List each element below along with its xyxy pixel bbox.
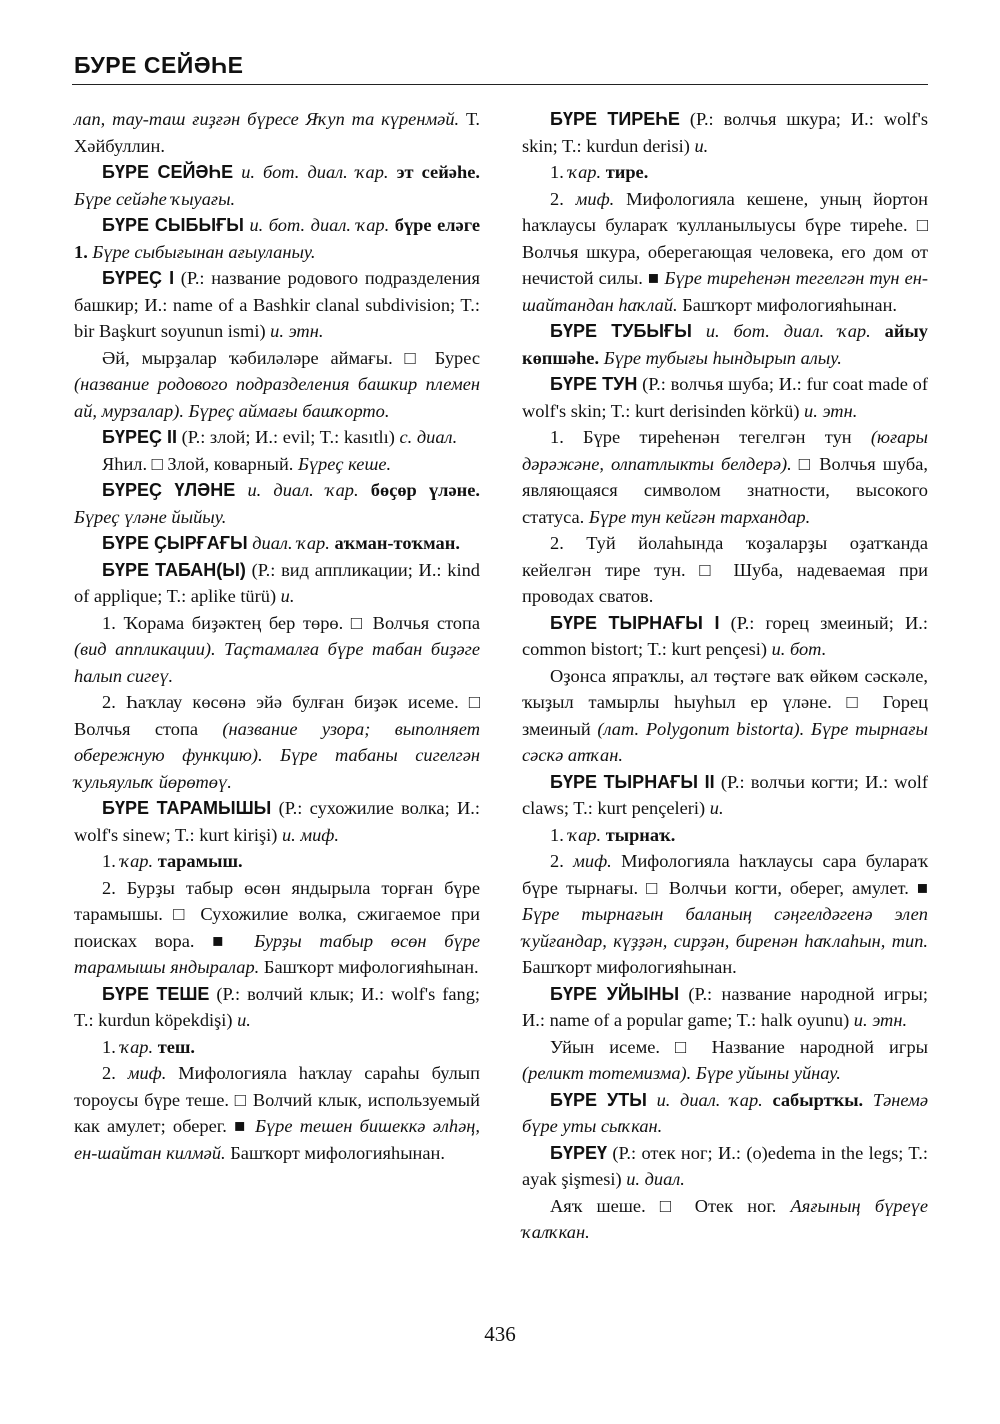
right-entry-paragraph: БҮРЕ ТУН (Р.: волчья шуба; И.: fur coat made of wolf's skin; T.: kurt derisinden körkü) и. этн. xyxy=(522,374,928,421)
right-entry-paragraph: 2. миф. Мифологияла кешене, уның йортон һаҡлаусы булараҡ ҡулланылыусы бүре тиреһе. □ Волчья шкура, оберегающая человека, его дом от нечистой силы. ■ Бүре тиреһенән тегелгән тун ен-шайтандан һаҡлай. Башҡорт мифологияһынан. xyxy=(522,188,929,315)
left-entry-paragraph: БҮРЕ ТАБАН(Ы) (Р.: вид аппликации; И.: kind of applique; T.: aplike türü) и. xyxy=(74,559,480,606)
left-column xyxy=(74,106,480,1166)
page-header-title: БУРЕ СЕЙӘҺЕ xyxy=(74,52,244,78)
left-entry-paragraph: 2. Һаҡлау көсөнә эйә булған биҙәк исеме. □ Волчья стопа (название узора; выполняет обережную функцию). Бүре табаны сигелгән ҡульяулыҡ йөрөтөү. xyxy=(74,692,480,792)
right-entry-paragraph: Уйын исеме. □ Название народной игры (реликт тотемизма). Бүре уйыны уйнау. xyxy=(522,1036,928,1083)
right-entry-paragraph: БҮРЕ ТИРЕҺЕ (Р.: волчья шкура; И.: wolf's skin; T.: kurdun derisi) и. xyxy=(522,109,928,156)
right-entry-paragraph: 1. Бүре тиреһенән тегелгән тун (юғары дәрәжәне, олпатлыкты белдерә). □ Волчья шуба, являющаяся символом знатности, высокого статуса. Бүре тун кейгән тархандар. xyxy=(522,427,928,527)
left-entry-paragraph: БҮРЕ ҪЫРҒАҒЫ диал. ҡар. аҡман-тоҡман. xyxy=(102,533,460,553)
left-entry-paragraph: 1. Ҡорама биҙәктең бер төрө. □ Волчья стопа (вид аппликации). Таҫтамалға бүре табан биҙәге һалып сигеү. xyxy=(74,612,480,686)
right-entry-paragraph: 1. ҡар. тырнаҡ. xyxy=(550,824,676,845)
left-entry-paragraph: лап, тау-таш ғиҙғән бүресе Яҡуп та күренмәй. Т. Хәйбуллин. xyxy=(74,109,480,156)
page-number: 436 xyxy=(484,1322,516,1346)
left-entry-paragraph: БҮРЕҪ II (Р.: злой; И.: evil; T.: kasıtlı) с. диал. xyxy=(102,427,458,447)
right-entry-paragraph: 2. Туй йолаһында ҡоҙаларҙы оҙатҡанда кейелгән тире тун. □ Шуба, надеваемая при проводах сватов. xyxy=(522,533,928,606)
left-entry-paragraph: БҮРЕ ТАРАМЫШЫ (Р.: сухожилие волка; И.: wolf's sinew; T.: kurt kirişi) и. миф. xyxy=(74,798,480,845)
right-entry-paragraph: БҮРЕҮ (Р.: отек ног; И.: (o)edema in the legs; T.: ayak şişmesi) и. диал. xyxy=(522,1142,928,1189)
left-entry-paragraph: Яһил. □ Злой, коварный. Бүреҫ кеше. xyxy=(102,453,392,474)
right-entry-paragraph: БҮРЕ УЙЫНЫ (Р.: название народной игры; И.: name of a popular game; T.: halk oyunu) и. этн. xyxy=(522,983,928,1030)
left-entry-paragraph: БҮРЕҪ I (Р.: название родового подразделения башкир; И.: name of a Bashkir clanal subdivision; T.: bir Başkurt soyunun ismi) и. этн. xyxy=(74,268,480,341)
header-divider xyxy=(72,84,928,85)
right-entry-paragraph: Аяҡ шеше. □ Отек ног. Аяғының бүреүе ҡалҡкан. xyxy=(522,1195,928,1242)
right-entry-paragraph: БҮРЕ УТЫ и. диал. ҡар. сабыртҡы. Тәнемә бүре уты сыҡкан. xyxy=(522,1089,928,1136)
left-entry-paragraph: 2. миф. Мифологияла һаҡлау сараһы булып тороусы бүре теше. □ Волчий клык, используемый как амулет; оберег. ■ Бүре тешен бишеккә әлһәң, ен-шайтан килмәй. Башҡорт мифологияһынан. xyxy=(74,1063,481,1163)
right-entry-paragraph: Оҙонса япраҡлы, ал төҫтәге ваҡ өйкөм сәскәле, ҡыҙыл тамырлы һыуһыл ер үләне. □ Горец змеиный (лат. Polygonum bistorta). Бүре тырнағы сәскә атҡан. xyxy=(522,665,928,765)
right-entry-paragraph: БҮРЕ ТЫРНАҒЫ I (Р.: горец змеиный; И.: common bistort; T.: kurt pençesi) и. бот. xyxy=(522,612,928,659)
right-entry-paragraph: БҮРЕ ТЫРНАҒЫ II (Р.: волчьи когти; И.: wolf claws; T.: kurt pençeleri) и. xyxy=(522,771,928,818)
left-entry-paragraph: 1. ҡар. теш. xyxy=(102,1036,196,1057)
left-entry-paragraph: 2. Бурҙы табыр өсөн яндырыла торған бүре тарамышы. □ Сухожилие волка, сжигаемое при поисках вора. ■ Бурҙы табыр өсөн бүре тарамышы яндыралар. Башҡорт мифологияһынан. xyxy=(74,877,480,977)
right-entry-paragraph: БҮРЕ ТУБЫҒЫ и. бот. диал. ҡар. айыу көпшәһе. Бүре тубығы һындырып алыу. xyxy=(522,321,928,368)
right-entry-paragraph: 1. ҡар. тире. xyxy=(550,162,649,182)
left-entry-paragraph: Әй, мырҙалар ҡәбиләләре аймағы. □ Бурес (название родового подразделения башкир племен ай, мурзалар). Бүреҫ аймағы башҡорто. xyxy=(74,347,480,421)
left-entry-paragraph: 1. ҡар. тарамыш. xyxy=(102,851,243,871)
left-entry-paragraph: БҮРЕ ТЕШЕ (Р.: волчий клык; И.: wolf's fang; T.: kurdun köpekdişi) и. xyxy=(74,983,480,1030)
right-entry-paragraph: 2. миф. Мифологияла һаҡлаусы сара булараҡ бүре тырнағы. □ Волчьи когти, оберег, амулет. ■ Бүре тырнағын баланың сәңгелдәгенә элеп ҡуйғандар, күҙҙән, сирҙән, биренән һаҡлаһын, тип. Башҡорт мифологияһынан. xyxy=(522,851,928,977)
left-entry-paragraph: БҮРЕ СЕЙӘҺЕ и. бот. диал. ҡар. эт сейәһе. Бүре сейәһе ҡыуағы. xyxy=(74,162,480,209)
right-column xyxy=(522,106,928,1246)
left-entry-paragraph: БҮРЕ СЫБЫҒЫ и. бот. диал. ҡар. бүре еләге 1. Бүре сыбығынан ағыуланыу. xyxy=(74,215,480,262)
left-entry-paragraph: БҮРЕҪ ҮЛӘНЕ и. диал. ҡар. бөҫөр үләне. Бүреҫ үләне йыйыу. xyxy=(74,480,480,527)
